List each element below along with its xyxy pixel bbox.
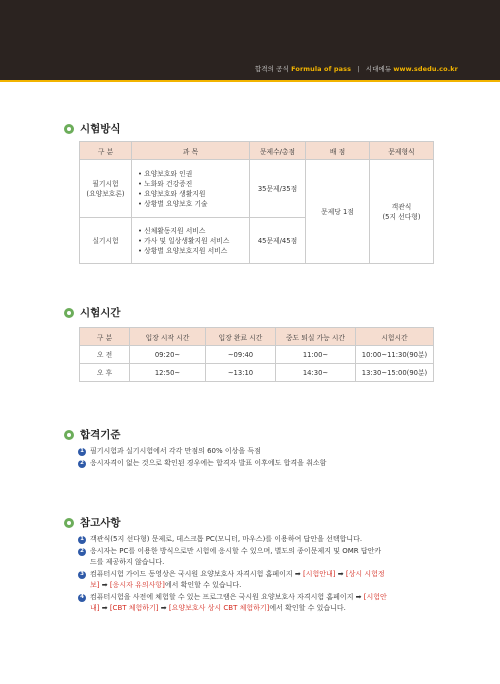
section-title-criteria [64, 427, 121, 442]
list-item-text [90, 569, 385, 591]
menu-path-link[interactable]: [시험안내] [303, 570, 336, 578]
section-title-time [64, 305, 121, 320]
method-table [79, 141, 434, 264]
exam-type-subtitle: (요양보호론) [86, 189, 125, 198]
time-table [79, 327, 434, 382]
text-span: 컴퓨터시험을 사전에 체험할 수 있는 프로그램은 국시원 요양보호사 자격시험 홈페이지 ➡ [90, 593, 364, 601]
table-header-cell: 과 목 [132, 142, 250, 160]
header-brand [255, 64, 458, 73]
header-separator: | [357, 65, 360, 73]
table-cell: 오 후 [80, 364, 130, 382]
table-cell: 12:50~ [130, 364, 206, 382]
list-item [78, 546, 448, 568]
text-line [90, 580, 385, 591]
exam-type-label: 필기시험 [92, 179, 119, 188]
exam-type-cell [80, 160, 132, 218]
subject-item: • 요양보호와 생활지원 [138, 189, 206, 198]
menu-path-link[interactable]: [CBT 체험하기] [109, 604, 159, 612]
table-cell: 13:30~15:00(90분) [356, 364, 434, 382]
section-title-text: 시험방식 [80, 123, 121, 135]
menu-path-link[interactable]: [시험안 [363, 593, 387, 601]
table-cell: ~13:10 [206, 364, 276, 382]
text-span: 컴퓨터시험 가이드 동영상은 국시원 요양보호사 자격시험 홈페이지 ➡ [90, 570, 304, 578]
menu-path-link[interactable]: [상시 시험정 [345, 570, 385, 578]
arrow-icon: ➡ [335, 570, 346, 578]
question-count-cell: 35문제/35점 [250, 160, 306, 218]
list-item [78, 569, 448, 591]
subjects-cell [132, 160, 250, 218]
subject-item: • 상황별 요양보호지원 서비스 [138, 246, 228, 255]
subjects-cell [132, 218, 250, 264]
text-span: 에서 확인할 수 있습니다. [164, 581, 242, 589]
table-header-cell: 중도 퇴실 가능 시간 [276, 328, 356, 346]
list-item [78, 592, 448, 614]
number-badge: 1 [78, 536, 86, 544]
section-title-text: 시험시간 [80, 307, 121, 319]
table-row [80, 160, 434, 218]
list-item-text [90, 592, 387, 614]
number-badge: 1 [78, 448, 86, 456]
format-cell [370, 160, 434, 264]
table-cell: 오 전 [80, 346, 130, 364]
format-label: 객관식 [391, 202, 412, 211]
subject-item: • 상황별 요양보호 기술 [138, 199, 208, 208]
list-item-text: 필기시험과 실기시험에서 각각 만점의 60% 이상을 득점 [90, 447, 261, 455]
list-item [78, 446, 428, 457]
list-item-text: 객관식(5지 선다형) 문제로, 데스크톱 PC(모니터, 마우스)를 이용하여 답안을 선택합니다. [90, 535, 363, 543]
number-badge: 4 [78, 594, 86, 602]
table-header-row [80, 142, 434, 160]
brand-english: Formula of pass [291, 65, 352, 73]
arrow-icon: ➡ [99, 604, 110, 612]
section-title-text: 합격기준 [80, 429, 121, 441]
table-row [80, 364, 434, 382]
text-line [90, 592, 387, 603]
subject-item: • 요양보호와 인권 [138, 169, 193, 178]
text-line [90, 569, 385, 580]
subject-item: • 가사 및 일상생활지원 서비스 [138, 236, 230, 245]
table-header-cell: 입장 완료 시간 [206, 328, 276, 346]
table-header-cell: 배 점 [306, 142, 370, 160]
exam-type-cell: 실기시험 [80, 218, 132, 264]
menu-path-link[interactable]: [응시자 유의사항] [109, 581, 165, 589]
menu-path-link[interactable]: 내] [90, 604, 100, 612]
format-subtitle: (5지 선다형) [382, 212, 421, 221]
arrow-icon: ➡ [158, 604, 169, 612]
table-header-cell: 시험시간 [356, 328, 434, 346]
brand-korean: 합격의 공식 [254, 65, 289, 73]
publisher-name: 시대에듀 [365, 65, 392, 73]
subject-item: • 노화와 건강증진 [138, 179, 193, 188]
menu-path-link[interactable]: [요양보호사 상시 CBT 체험하기] [168, 604, 270, 612]
number-badge: 3 [78, 571, 86, 579]
list-item [78, 534, 448, 545]
table-cell: 11:00~ [276, 346, 356, 364]
score-cell: 문제당 1점 [306, 160, 370, 264]
bullet-icon [64, 430, 74, 440]
number-badge: 2 [78, 548, 86, 556]
text-line: 응시자는 PC를 이용한 방식으로만 시험에 응시할 수 있으며, 별도의 종이문제지 및 OMR 답안카 [90, 547, 382, 555]
publisher-url[interactable]: www.sdedu.co.kr [393, 65, 458, 73]
table-header-cell: 입장 시작 시간 [130, 328, 206, 346]
subject-item: • 신체활동지원 서비스 [138, 226, 206, 235]
number-badge: 2 [78, 460, 86, 468]
list-item [78, 458, 428, 469]
section-title-method [64, 121, 121, 136]
notes-list [78, 534, 448, 615]
bullet-icon [64, 518, 74, 528]
table-cell: 14:30~ [276, 364, 356, 382]
arrow-icon: ➡ [99, 581, 110, 589]
table-cell: 10:00~11:30(90분) [356, 346, 434, 364]
table-header-cell: 구 분 [80, 328, 130, 346]
bullet-icon [64, 124, 74, 134]
question-count-cell: 45문제/45점 [250, 218, 306, 264]
table-header-cell: 문제수/총점 [250, 142, 306, 160]
text-span: 에서 확인할 수 있습니다. [269, 604, 346, 612]
list-item-text [90, 546, 381, 568]
text-line [90, 603, 387, 614]
accent-rule [0, 80, 500, 82]
section-title-notes [64, 515, 121, 530]
text-line: 드를 제공하지 않습니다. [90, 558, 165, 566]
table-header-cell: 구 분 [80, 142, 132, 160]
table-header-cell: 문제형식 [370, 142, 434, 160]
table-header-row [80, 328, 434, 346]
table-row [80, 346, 434, 364]
menu-path-link[interactable]: 보] [90, 581, 100, 589]
section-title-text: 참고사항 [80, 517, 121, 529]
table-cell: ~09:40 [206, 346, 276, 364]
criteria-list [78, 446, 428, 470]
list-item-text: 응시자격이 없는 것으로 확인된 경우에는 합격자 발표 이후에도 합격을 취소함 [90, 459, 327, 467]
table-cell: 09:20~ [130, 346, 206, 364]
bullet-icon [64, 308, 74, 318]
